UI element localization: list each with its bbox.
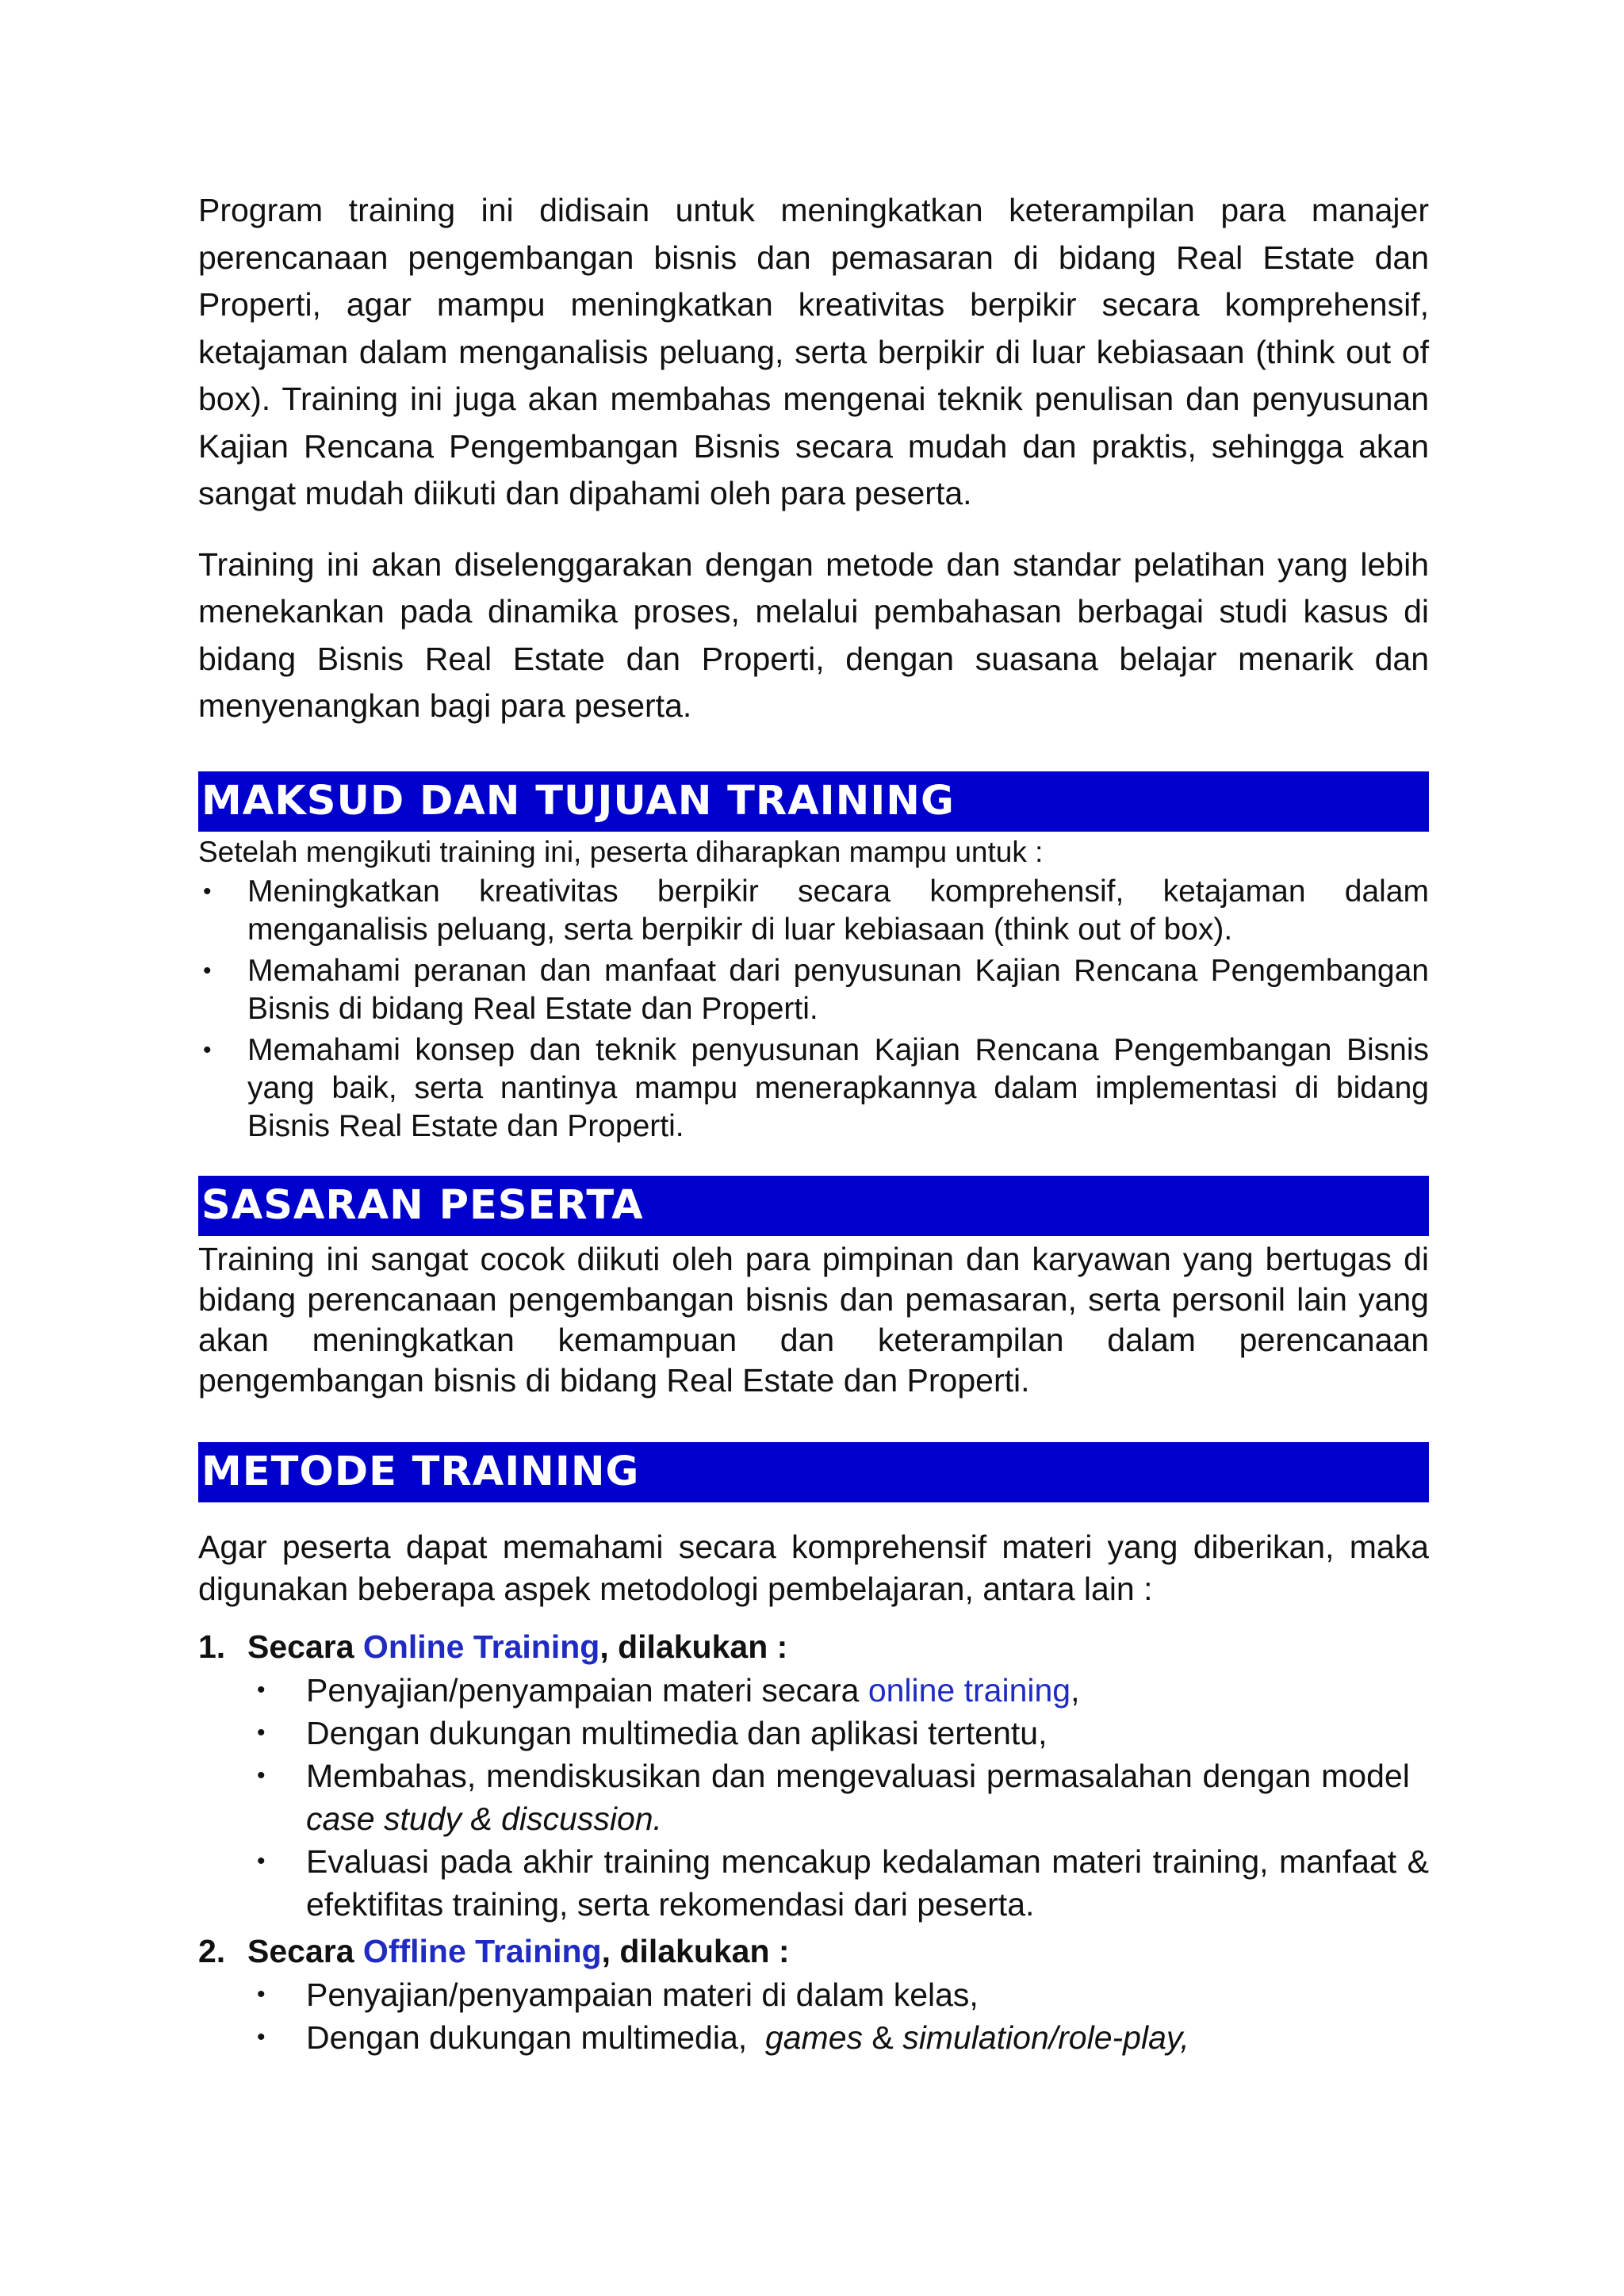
method-title-online: 1. Secara Online Training, dilakukan :	[198, 1628, 788, 1665]
offline-bullet-list	[198, 1973, 1429, 2059]
list-item: • Memahami konsep dan teknik penyusunan Kajian Rencana Pengembangan Bisnis yang baik, serta nantinya mampu menerapkannya dalam implementasi di bidang Bisnis Real Estate dan Properti.	[203, 1032, 1429, 1143]
online-training-text: online training	[868, 1671, 1071, 1709]
intro-paragraph-1: Program training ini didisain untuk meningkatkan keterampilan para manajer perencanaan pengembangan bisnis dan pemasaran di bidang Real Estate dan Properti, agar mampu meningkatkan kreativitas berpikir secara komprehensif, ketajaman dalam menganalisis peluang, serta berpikir di luar kebiasaan (think out of box). Training ini juga akan membahas mengenai teknik penulisan dan penyusunan Kajian Rencana Pengembangan Bisnis secara mudah dan praktis, sehingga akan sangat mudah diikuti dan dipahami oleh para peserta.	[198, 192, 1429, 511]
document-content	[198, 187, 1429, 2059]
method-online	[198, 1624, 1429, 1926]
online-training-highlight: Online Training	[362, 1628, 600, 1665]
offline-training-highlight: Offline Training	[362, 1932, 602, 1969]
list-item: • Evaluasi pada akhir training mencakup kedalaman materi training, manfaat & efektifitas training, serta rekomendasi dari peserta.	[198, 1840, 1429, 1926]
list-item: • Memahami peranan dan manfaat dari penyusunan Kajian Rencana Pengembangan Bisnis di bidang Real Estate dan Properti.	[203, 953, 1429, 1026]
method-offline	[198, 1929, 1429, 2059]
list-item: • Penyajian/penyampaian materi di dalam kelas,	[198, 1973, 1429, 2016]
bullet-icon: •	[203, 1036, 212, 1063]
list-item: • Penyajian/penyampaian materi secara online training,	[198, 1669, 1429, 1712]
sasaran-paragraph: Training ini sangat cocok diikuti oleh para pimpinan dan karyawan yang bertugas di bidang perencanaan pengembangan bisnis dan pemasaran, serta personil lain yang akan meningkatkan kemampuan dan keterampilan dalam perencanaan pengembangan bisnis di bidang Real Estate dan Properti.	[198, 1240, 1429, 1399]
bullet-icon: •	[257, 1980, 266, 2007]
metode-intro: Agar peserta dapat memahami secara komprehensif materi yang diberikan, maka digunakan beberapa aspek metodologi pembelajaran, antara lain :	[198, 1528, 1429, 1607]
maksud-intro: Setelah mengikuti training ini, peserta diharapkan mampu untuk :	[198, 835, 1044, 868]
bullet-icon: •	[203, 878, 212, 905]
bullet-icon: •	[203, 957, 212, 984]
list-item: • Membahas, mendiskusikan dan mengevaluasi permasalahan dengan model case study & discussion.	[198, 1755, 1429, 1840]
bullet-icon: •	[257, 1762, 266, 1789]
intro-paragraph-2: Training ini akan diselenggarakan dengan metode dan standar pelatihan yang lebih menekankan pada dinamika proses, melalui pembahasan berbagai studi kasus di bidang Bisnis Real Estate dan Properti, dengan suasana belajar menarik dan menyenangkan bagi para peserta.	[198, 545, 1429, 724]
list-item: • Dengan dukungan multimedia, games & simulation/role-play,	[198, 2016, 1429, 2059]
bullet-icon: •	[257, 2023, 266, 2050]
list-item: • Meningkatkan kreativitas berpikir secara komprehensif, ketajaman dalam menganalisis peluang, serta berpikir di luar kebiasaan (think out of box).	[203, 874, 1429, 947]
section-heading-metode: METODE TRAINING	[198, 1442, 1429, 1502]
bullet-icon: •	[257, 1719, 266, 1746]
method-title-offline: 2. Secara Offline Training, dilakukan :	[198, 1932, 790, 1969]
maksud-bullet-list	[198, 873, 1429, 1146]
bullet-icon: •	[257, 1847, 266, 1874]
list-item: • Dengan dukungan multimedia dan aplikasi tertentu,	[198, 1712, 1429, 1755]
online-bullet-list	[198, 1669, 1429, 1926]
section-heading-sasaran: SASARAN PESERTA	[198, 1176, 1429, 1236]
bullet-icon: •	[257, 1676, 266, 1703]
section-heading-maksud: MAKSUD DAN TUJUAN TRAINING	[198, 771, 1429, 832]
